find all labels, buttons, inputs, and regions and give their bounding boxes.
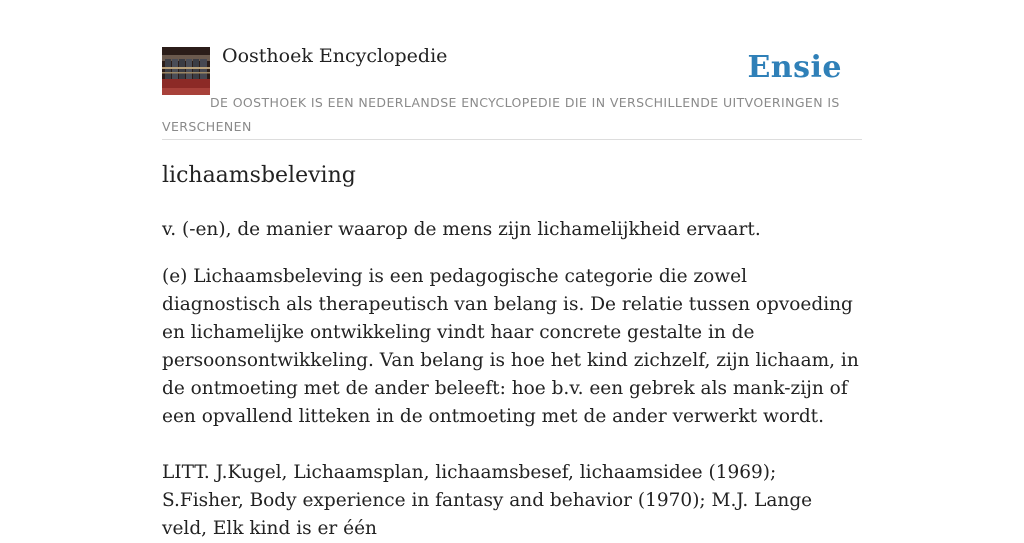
- article-body: (e) Lichaamsbeleving is een pedagogische categorie die zowel diagnostisch als therapeutisch van belang is. De relatie tussen opvoeding en lichamelijke ontwikkeling vindt haar concrete gestalte in de persoonsontwikkeling. Van belang is hoe het kind zichzelf, zijn lichaam, in de ontmoeting met de ander beleeft: hoe b.v. een gebrek als mank-zijn of een opvallend litteken in de ontmoeting met de ander verwerkt wordt.: [162, 266, 859, 427]
- article-definition: v. (-en), de manier waarop de mens zijn lichamelijkheid ervaart.: [162, 219, 761, 240]
- brand-logo[interactable]: Ensie: [747, 50, 842, 85]
- header-divider: [162, 139, 862, 140]
- article-title: lichaamsbeleving: [162, 163, 356, 188]
- encyclopedia-books-icon[interactable]: [162, 47, 210, 95]
- article-content: [162, 216, 862, 543]
- site-tagline: DE OOSTHOEK IS EEN NEDERLANDSE ENCYCLOPEDIE DIE IN VERSCHILLENDE UITVOERINGEN IS VERSCHENEN: [162, 95, 840, 134]
- article-literature: LITT. J.Kugel, Lichaamsplan, lichaamsbesef, lichaamsidee (1969); S.Fisher, Body experience in fantasy and behavior (1970); M.J. Lange veld, Elk kind is er één: [162, 462, 813, 539]
- site-name[interactable]: Oosthoek Encyclopedie: [222, 45, 448, 67]
